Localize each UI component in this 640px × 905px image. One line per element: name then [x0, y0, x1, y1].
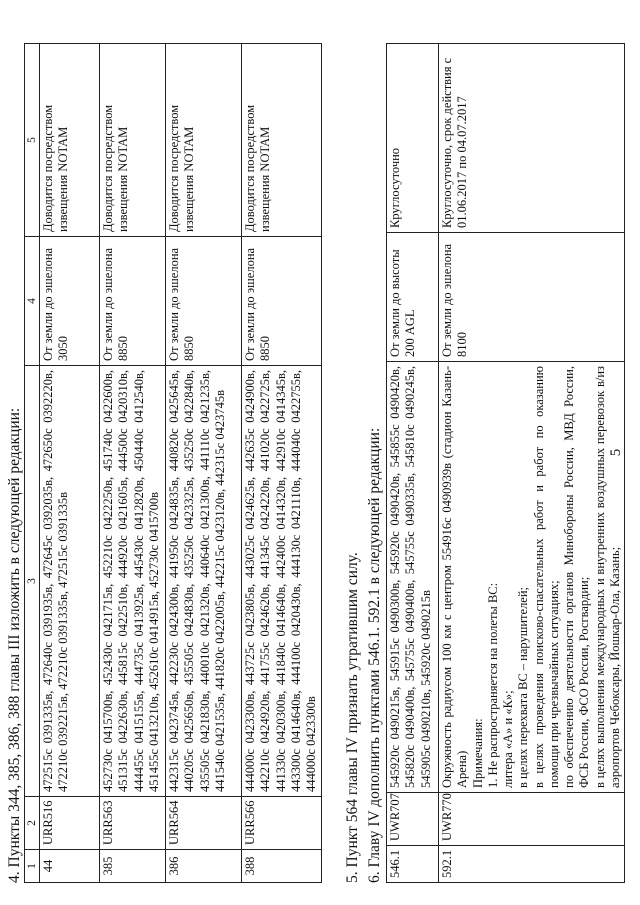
column-header: 5 [25, 44, 40, 237]
row-number: 546.1 [387, 846, 439, 883]
zone-altitude: От земли до эшелона 8850 [100, 237, 166, 366]
zone-altitude: От земли до эшелона 3050 [40, 237, 100, 366]
column-header: 4 [25, 237, 40, 366]
zone-coordinates: 442315c 0423745в, 442230c 0424300в, 441950c 0424835в, 440820c 0425645в, 440205c 0425650в, 435505c 0424830в, 435250c 0423325в, 435250c 0422840в, 435505c 0421830в, 440010c 0421320в, 440640c 0421300в, 441110c 0421235в, 441540c 0421535в, 441820c 0422005в, 442215c 0423120в, 442315c 0423745в [166, 366, 242, 797]
zone-id: URR516 [40, 797, 100, 850]
zone-coordinates [439, 362, 625, 793]
zone-note: Доводится посредством извещения NOTAM [40, 44, 100, 237]
note-line: в целях выполнения международных и внутренних воздушных перевозок в/из аэропортов Чебоксары, Йошкар-Ола, Казань; [592, 366, 622, 788]
zone-id: UWR770 [439, 793, 625, 846]
page-number: 5 [608, 448, 624, 457]
zone-coordinates: 444000c 0423300в, 443725c 0423805в, 443025c 0424625в, 442635c 0424900в, 442210c 0424920в, 441755c 0424620в, 441345c 0424220в, 441020c 0422725в, 441330c 0420300в, 441840c 0414640в, 442400c 0414320в, 442910c 0414345в, 443300c 0414640в, 444100c 0420430в, 444130c 0421110в, 444040c 0422755в, 444000c 0423300в [242, 366, 322, 797]
zone-altitude: От земли до эшелона 8850 [166, 237, 242, 366]
zone-coordinates: 452730c 0415700в, 452430c 0421715в, 452210c 0422250в, 451740c 0422600в, 451315c 0422630в, 445815c 0422510в, 444920c 0421605в, 444500c 0420310в, 444455c 0415155в, 444735c 0413925в, 445430c 0412820в, 450440c 0412540в, 451455c 0413210в, 452610c 0414915в, 452730c 0415700в [100, 366, 166, 797]
note-line: литера «А» и «К»; [501, 690, 515, 788]
zone-id: UWR707 [387, 793, 439, 846]
zone-note: Доводится посредством извещения NOTAM [242, 44, 322, 237]
row-number: 385 [100, 850, 166, 883]
zone-coordinates: 545920c 0490215в, 545915c 0490300в, 545920c 0490420в, 545855c 0490420в, 545820c 0490400в, 545755c 0490400в, 545755c 0490335в, 545810c 0490245в, 545905c 0490210в, 545920c 0490215в [387, 362, 439, 793]
note-line: по обеспечению деятельности органов Минобороны России, МВД России, ФСБ России, ФСО России, Росгвардии; [562, 366, 592, 788]
section-6-heading: 6. Главу IV дополнить пунктами 546.1. 592.1 в следующей редакции: [366, 427, 383, 883]
zone-id: URR563 [100, 797, 166, 850]
zone-note: Доводится посредством извещения NOTAM [166, 44, 242, 237]
row-number: 388 [242, 850, 322, 883]
section-5-heading: 5. Пункт 564 главы IV признать утратившим силу. [344, 552, 361, 883]
zone-id: URR564 [166, 797, 242, 850]
section-6-table [386, 43, 625, 883]
zone-id: URR566 [242, 797, 322, 850]
row-number: 386 [166, 850, 242, 883]
zone-coordinates: 472515c 0391335в, 472640c 0391935в, 472645c 0392035в, 472650c 0392220в, 472210c 0392215в, 472210c 0391335в, 472515c 0391335в [40, 366, 100, 797]
table-header-row [25, 44, 40, 883]
row-number: 44 [40, 850, 100, 883]
section-4-heading: 4. Пункты 344, 385, 386, 388 главы III изложить в следующей редакции: [6, 407, 23, 883]
zone-altitude: От земли до эшелона 8850 [242, 237, 322, 366]
note-line: в целях перехвата ВС – нарушителей; [516, 586, 531, 788]
section-4-table [24, 43, 322, 883]
table-row [439, 44, 625, 883]
zone-note: Круглосуточно, срок действия с 01.06.2017 по 04.07.2017 [439, 44, 625, 233]
note-line: 1. Не распространяется на полеты ВС: [485, 582, 500, 788]
column-header: 1 [25, 850, 40, 883]
table-row [40, 44, 100, 883]
zone-altitude: От земли до эшелона 8100 [439, 233, 625, 362]
table-row [166, 44, 242, 883]
row-number: 592.1 [439, 846, 625, 883]
note-line: в целях проведения поисково-спасательных работ и работ по оказанию помощи при чрезвычайных ситуациях; [531, 366, 561, 788]
table-row [100, 44, 166, 883]
table-row [242, 44, 322, 883]
column-header: 2 [25, 797, 40, 850]
zone-note: Круглосуточно [387, 44, 439, 233]
table-row [387, 44, 439, 883]
notes-heading: Примечания: [470, 718, 485, 788]
zone-altitude: От земли до высоты 200 AGL [387, 233, 439, 362]
zone-note: Доводится посредством извещения NOTAM [100, 44, 166, 237]
column-header: 3 [25, 366, 40, 797]
zone-description: Окружность радиусом 100 км с центром 554916c 0490939в (стадион Казань-Арена) [440, 366, 470, 788]
